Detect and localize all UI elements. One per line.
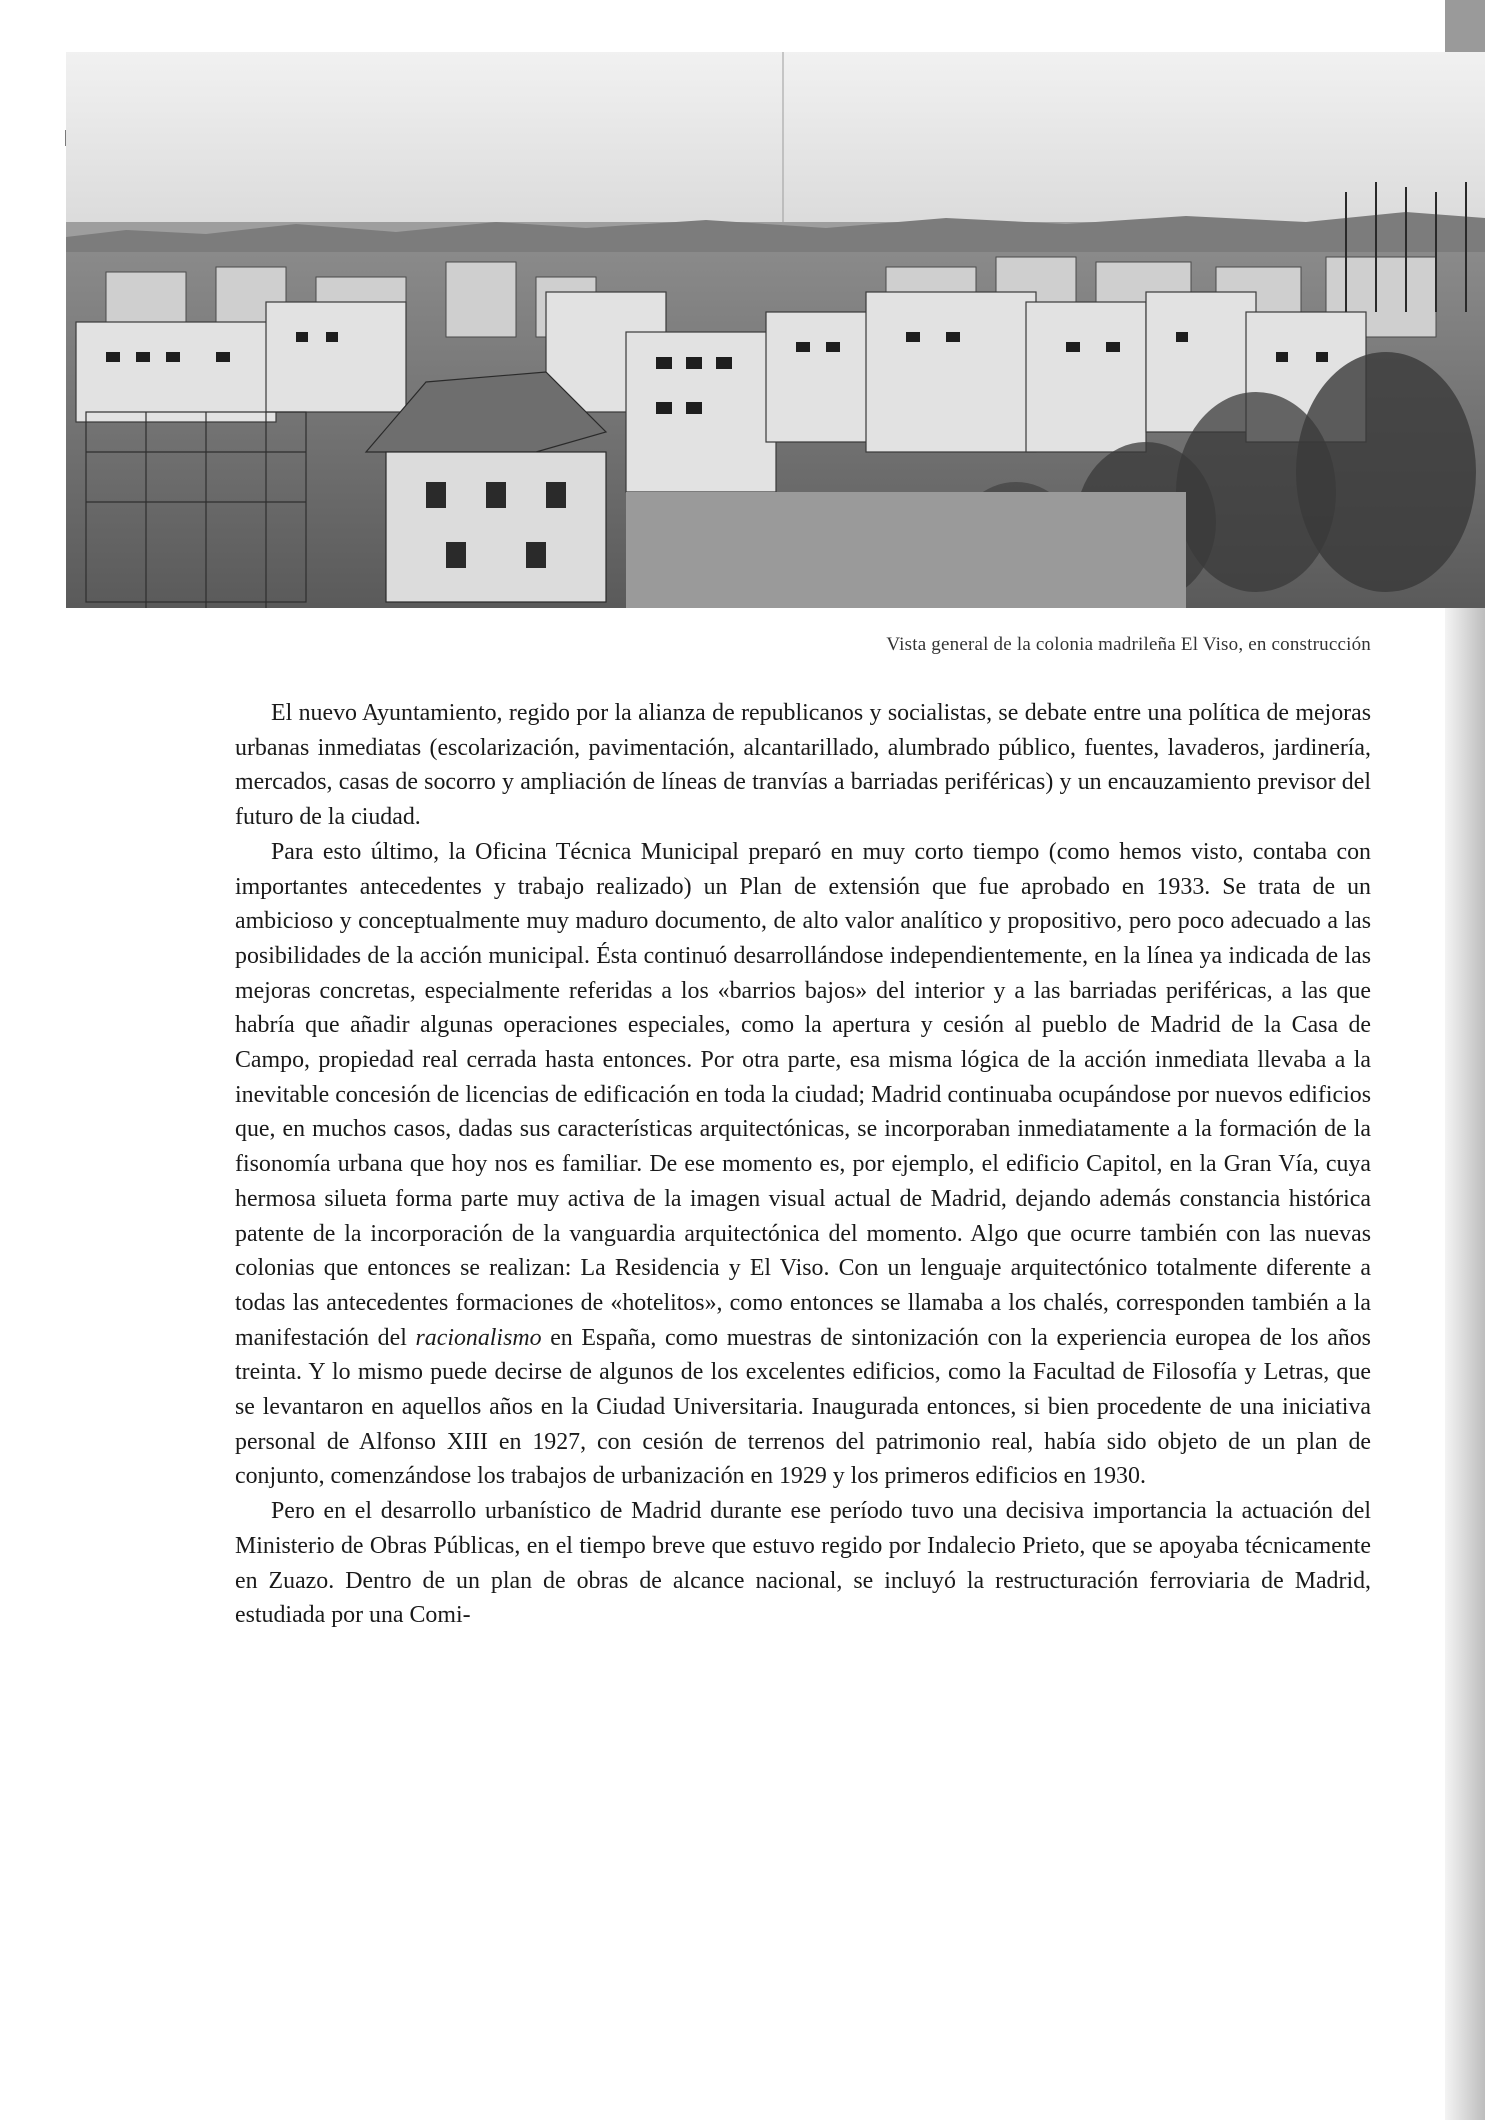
paragraph bbox=[235, 835, 1371, 1494]
text-run: Para esto último, la Oficina Técnica Municipal preparó en muy corto tiempo (como hemos visto, contaba con importantes antecedentes y trabajo realizado) un Plan de extensión que fue aprobado en 1933. Se trata de un ambicioso y conceptualmente muy maduro documento, de alto valor analítico y propositivo, pero poco adecuado a las posibilidades de la acción municipal. Ésta continuó desarrollándose independientemente, en la línea ya indicada de las mejoras concretas, especialmente referidas a los «barrios bajos» del interior y a las barriadas periféricas, a las que habría que añadir algunas operaciones especiales, como la apertura y cesión al pueblo de Madrid de la Casa de Campo, propiedad real cerrada hasta entonces. Por otra parte, esa misma lógica de la acción inmediata llevaba a la inevitable concesión de licencias de edificación en toda la ciudad; Madrid continuaba ocupándose por nuevos edificios que, en muchos casos, dadas sus características arquitectónicas, se incorporaban inmediatamente a la formación de la fisonomía urbana que hoy nos es familiar. De ese momento es, por ejemplo, el edificio Capitol, en la Gran Vía, cuya hermosa silueta forma parte muy activa de la imagen visual actual de Madrid, dejando además constancia histórica patente de la incorporación de la vanguardia arquitectónica del momento. Algo que ocurre también con las nuevas colonias que entonces se realizan: La Residencia y El Viso. Con un lenguaje arquitectónico totalmente diferente a todas las antecedentes formaciones de «hotelitos», como entonces se llamaba a los chalés, corresponden también a la manifestación del bbox=[235, 838, 1371, 1351]
figure-caption: Vista general de la colonia madrileña El Viso, en construcción bbox=[886, 634, 1371, 655]
paragraph: El nuevo Ayuntamiento, regido por la alianza de republicanos y socialistas, se debate entre una política de mejoras urbanas inmediatas (escolarización, pavimentación, alcantarillado, alumbrado público, fuentes, lavaderos, jardinería, mercados, casas de socorro y ampliación de líneas de tranvías a barriadas periféricas) y un encauzamiento previsor del futuro de la ciudad. bbox=[235, 700, 1371, 831]
text-run: en España, como muestras de sintonización con la experiencia europea de los años treinta. Y lo mismo puede decirse de algunos de los excelentes edificios, como la Facultad de Filosofía y Letras, que se levantaron en aquellos años en la Ciudad Universitaria. Inaugurada entonces, si bien procedente de una iniciativa personal de Alfonso XIII en 1927, con cesión de terrenos del patrimonio real, había sido objeto de un plan de conjunto, comenzándose los trabajos de urbanización en 1929 y los primeros edificios en 1930. bbox=[235, 1324, 1371, 1490]
page-edge-corner bbox=[1445, 0, 1485, 60]
photo-el-viso-panorama bbox=[66, 52, 1485, 608]
italic-term: racionalismo bbox=[415, 1324, 542, 1351]
paragraph: Pero en el desarrollo urbanístico de Madrid durante ese período tuvo una decisiva importancia la actuación del Ministerio de Obras Públicas, en el tiempo breve que estuvo regido por Indalecio Prieto, que se apoyaba técnicamente en Zuazo. Dentro de un plan de obras de alcance nacional, se incluyó la restructuración ferroviaria de Madrid, estudiada por una Comi- bbox=[235, 1498, 1371, 1629]
body-text bbox=[235, 696, 1371, 1633]
